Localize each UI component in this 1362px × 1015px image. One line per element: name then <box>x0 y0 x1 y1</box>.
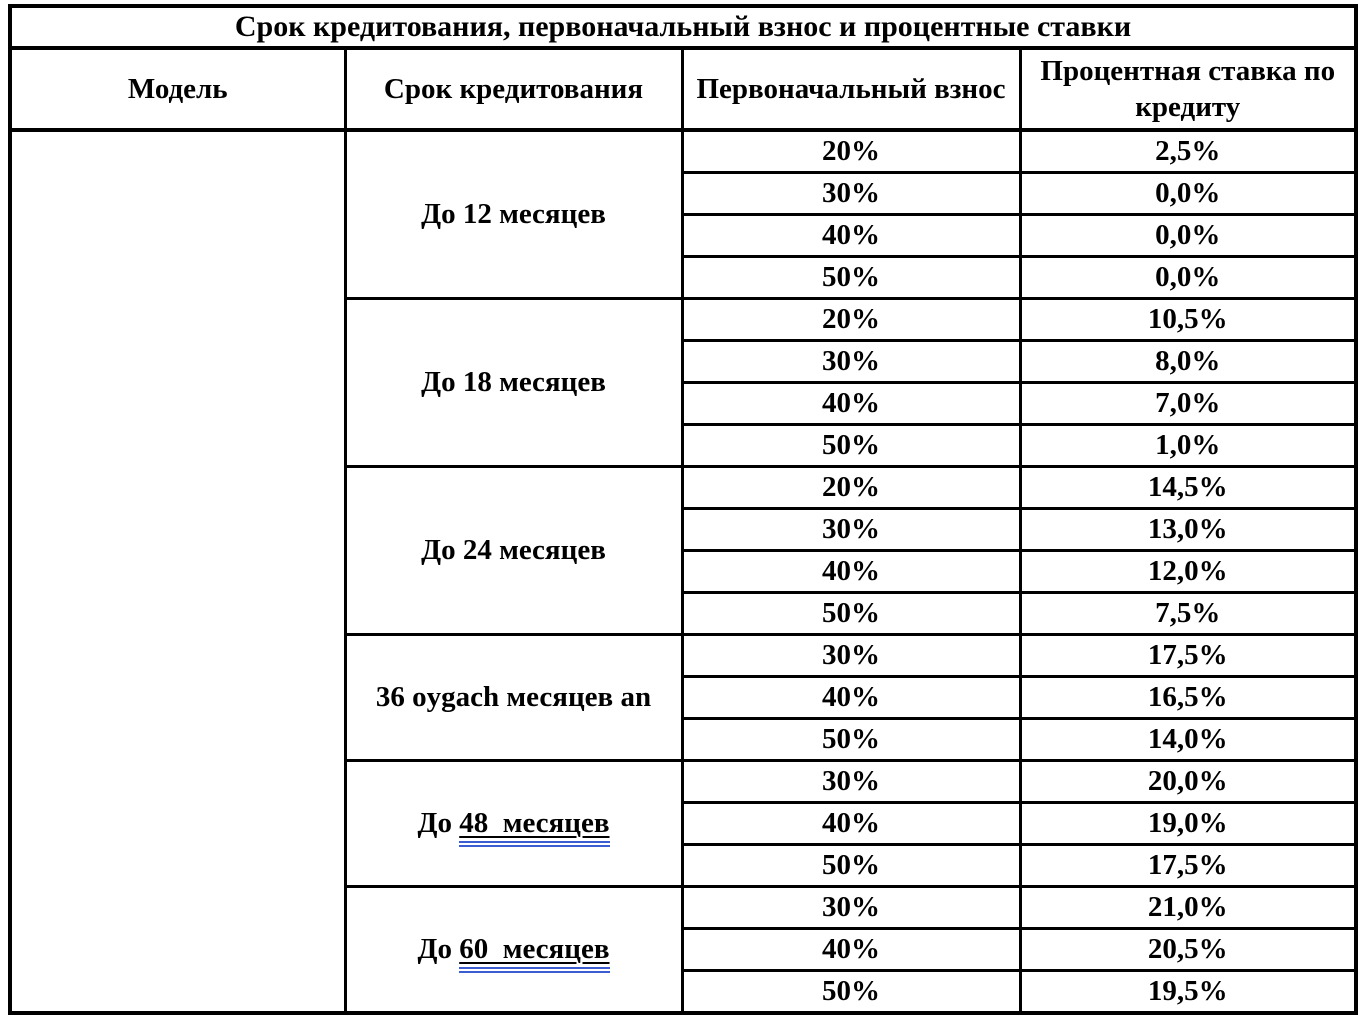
down-payment-cell: 40% <box>682 551 1020 593</box>
rate-cell: 8,0% <box>1020 341 1356 383</box>
down-payment-cell: 30% <box>682 341 1020 383</box>
rate-cell: 17,5% <box>1020 845 1356 887</box>
term-label: До <box>417 933 460 966</box>
rate-cell: 14,5% <box>1020 467 1356 509</box>
term-cell-12 <box>345 130 682 299</box>
rate-cell: 14,0% <box>1020 719 1356 761</box>
down-payment-cell: 50% <box>682 845 1020 887</box>
term-cell-36 <box>345 635 682 761</box>
header-rate: Процентная ставка по кредиту <box>1020 48 1356 130</box>
down-payment-cell: 50% <box>682 971 1020 1014</box>
down-payment-cell: 50% <box>682 425 1020 467</box>
down-payment-cell: 20% <box>682 299 1020 341</box>
down-payment-cell: 30% <box>682 173 1020 215</box>
rate-cell: 21,0% <box>1020 887 1356 929</box>
rate-cell: 0,0% <box>1020 173 1356 215</box>
down-payment-cell: 30% <box>682 635 1020 677</box>
table-header-row <box>10 48 1356 130</box>
down-payment-cell: 40% <box>682 803 1020 845</box>
term-label: До 12 месяцев <box>421 198 606 231</box>
term-label: До 18 месяцев <box>421 366 606 399</box>
term-label: До 24 месяцев <box>421 534 606 567</box>
rate-cell: 19,0% <box>1020 803 1356 845</box>
down-payment-cell: 30% <box>682 761 1020 803</box>
rate-cell: 13,0% <box>1020 509 1356 551</box>
term-label-underlined: 60 месяцев <box>459 933 609 973</box>
header-model: Модель <box>10 48 345 130</box>
rate-cell: 20,5% <box>1020 929 1356 971</box>
rate-cell: 20,0% <box>1020 761 1356 803</box>
table-title-row <box>10 6 1356 48</box>
term-cell-48 <box>345 761 682 887</box>
term-label-underlined: 48 месяцев <box>459 807 609 847</box>
down-payment-cell: 20% <box>682 467 1020 509</box>
rate-cell: 7,0% <box>1020 383 1356 425</box>
down-payment-cell: 40% <box>682 929 1020 971</box>
down-payment-cell: 30% <box>682 887 1020 929</box>
rate-cell: 19,5% <box>1020 971 1356 1014</box>
rate-cell: 2,5% <box>1020 130 1356 173</box>
down-payment-cell: 20% <box>682 130 1020 173</box>
down-payment-cell: 40% <box>682 383 1020 425</box>
term-cell-18 <box>345 299 682 467</box>
rate-cell: 1,0% <box>1020 425 1356 467</box>
model-cell <box>10 130 345 1013</box>
rate-cell: 10,5% <box>1020 299 1356 341</box>
header-down-payment: Первоначальный взнос <box>682 48 1020 130</box>
down-payment-cell: 50% <box>682 593 1020 635</box>
table-title: Срок кредитования, первоначальный взнос и процентные ставки <box>10 6 1356 48</box>
rate-cell: 17,5% <box>1020 635 1356 677</box>
term-label: До <box>417 807 460 840</box>
term-label: 36 oygach месяцев an <box>375 681 652 714</box>
down-payment-cell: 40% <box>682 215 1020 257</box>
down-payment-cell: 50% <box>682 257 1020 299</box>
rate-cell: 12,0% <box>1020 551 1356 593</box>
table-row <box>10 130 1356 173</box>
rate-cell: 0,0% <box>1020 257 1356 299</box>
term-cell-60 <box>345 887 682 1014</box>
down-payment-cell: 50% <box>682 719 1020 761</box>
rate-cell: 7,5% <box>1020 593 1356 635</box>
term-cell-24 <box>345 467 682 635</box>
rate-cell: 0,0% <box>1020 215 1356 257</box>
header-term: Срок кредитования <box>345 48 682 130</box>
down-payment-cell: 40% <box>682 677 1020 719</box>
down-payment-cell: 30% <box>682 509 1020 551</box>
credit-terms-table <box>8 4 1358 1015</box>
rate-cell: 16,5% <box>1020 677 1356 719</box>
